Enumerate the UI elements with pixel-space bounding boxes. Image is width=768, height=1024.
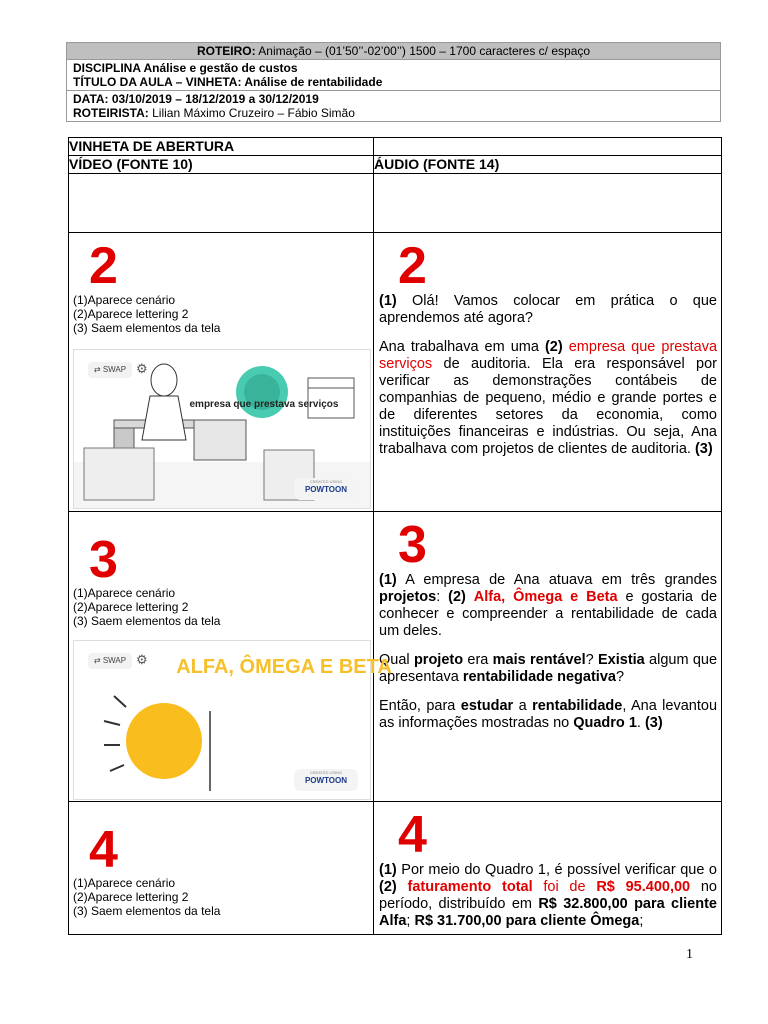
date-row xyxy=(67,91,720,121)
scene-number: 2 xyxy=(398,237,427,295)
course-row xyxy=(67,60,720,91)
list-item: (2)Aparece lettering 2 xyxy=(73,890,189,904)
audio-text: (1) Por meio do Quadro 1, é possível verificar que o (2) faturamento total foi de R$ 95.400,00 no período, distribuído em R$ 32.800,00 para cliente Alfa; R$ 31.700,00 para cliente Ômega; xyxy=(379,862,717,929)
date-text: DATA: 03/10/2019 – 18/12/2019 a 30/12/2019 xyxy=(73,92,319,106)
scene-4-audio-cell xyxy=(374,802,722,935)
empty-audio-cell xyxy=(374,174,722,233)
scene-thumbnail xyxy=(73,640,392,800)
list-item: (3) Saem elementos da tela xyxy=(73,904,221,918)
script-table xyxy=(68,137,722,935)
video-header: VÍDEO (FONTE 10) xyxy=(69,156,193,172)
list-item: (3) Saem elementos da tela xyxy=(73,614,221,628)
aula-title: TÍTULO DA AULA – VINHETA: Análise de rentabilidade xyxy=(73,75,383,89)
section-title-cell xyxy=(69,138,374,156)
roteirista-label: ROTEIRISTA: xyxy=(73,106,149,120)
disciplina-label: DISCIPLINA xyxy=(73,61,141,75)
list-item: (1)Aparece cenário xyxy=(73,876,176,890)
audio-text: (1) Olá! Vamos colocar em prática o que aprendemos até agora? Ana trabalhava em uma (2) empresa que prestava serviços de auditoria. Ela era responsável por verificar as demonstrações contábeis de companhias de pequeno, médio e grande portes e de diferentes setores da economia, como instituições financeiras e indústrias. Ou seja, Ana trabalhava com projetos de clientes de auditoria. (3) xyxy=(379,293,718,457)
empty-video-cell xyxy=(69,174,374,233)
roteiro-value: Animação – (01’50’’-02’00’’) 1500 – 1700 caracteres c/ espaço xyxy=(255,44,591,58)
scene-number: 4 xyxy=(398,806,427,864)
swap-button[interactable]: ⇄ SWAP xyxy=(88,362,132,378)
roteiro-row xyxy=(67,43,720,60)
disciplina-value: Análise e gestão de custos xyxy=(140,61,298,75)
gear-icon[interactable]: ⚙ xyxy=(136,652,148,667)
document-header xyxy=(66,42,721,122)
scene-number: 3 xyxy=(89,531,118,589)
video-header-cell xyxy=(69,156,374,174)
scene-number: 3 xyxy=(398,516,427,574)
page-number: 1 xyxy=(686,947,693,962)
scene-2-audio-cell xyxy=(374,233,722,512)
brand-small-text: CREATED USING xyxy=(309,479,343,484)
thumbnail-lettering: ALFA, ÔMEGA E BETA xyxy=(176,656,392,678)
scene-2-video-cell xyxy=(69,233,374,512)
video-instructions xyxy=(69,586,373,628)
list-item: (2)Aparece lettering 2 xyxy=(73,307,189,321)
video-instructions xyxy=(69,293,373,335)
scene-3-audio-cell xyxy=(374,512,722,802)
list-item: (1)Aparece cenário xyxy=(73,293,176,307)
brand-large-text: POWTOON xyxy=(304,776,348,785)
scene-number: 2 xyxy=(89,237,118,295)
video-instructions xyxy=(69,876,373,918)
list-item: (2)Aparece lettering 2 xyxy=(73,600,189,614)
brand-small-text: CREATED USING xyxy=(309,770,343,775)
gear-icon[interactable]: ⚙ xyxy=(136,361,148,376)
powtoon-logo xyxy=(294,478,358,500)
brand-large-text: POWTOON xyxy=(304,485,348,494)
roteiro-label: ROTEIRO: xyxy=(196,44,256,58)
roteirista-value: Lilian Máximo Cruzeiro – Fábio Simão xyxy=(148,106,355,120)
thumbnail-lettering: empresa que prestava serviços xyxy=(189,399,339,410)
empty-header-cell xyxy=(374,138,722,156)
scene-4-video-cell xyxy=(69,802,374,935)
scene-3-video-cell xyxy=(69,512,392,802)
section-title: VINHETA DE ABERTURA xyxy=(69,138,235,154)
scene-thumbnail xyxy=(73,349,371,509)
powtoon-logo xyxy=(294,769,358,791)
audio-text: (1) A empresa de Ana atuava em três grandes projetos: (2) Alfa, Ômega e Beta e gostaria de conhecer e compreender a rentabilidade de cada um deles. Qual projeto era mais rentável? Existia algum que apresentava rentabilidade negativa? Então, para estudar a rentabilidade, Ana levantou as informações mostradas no Quadro 1. (3) xyxy=(379,572,718,731)
swap-button[interactable]: ⇄ SWAP xyxy=(88,653,132,669)
list-item: (1)Aparece cenário xyxy=(73,586,176,600)
list-item: (3) Saem elementos da tela xyxy=(73,321,221,335)
audio-header: ÁUDIO (FONTE 14) xyxy=(374,156,500,172)
scene-number: 4 xyxy=(89,821,118,879)
audio-header-cell xyxy=(374,156,722,174)
